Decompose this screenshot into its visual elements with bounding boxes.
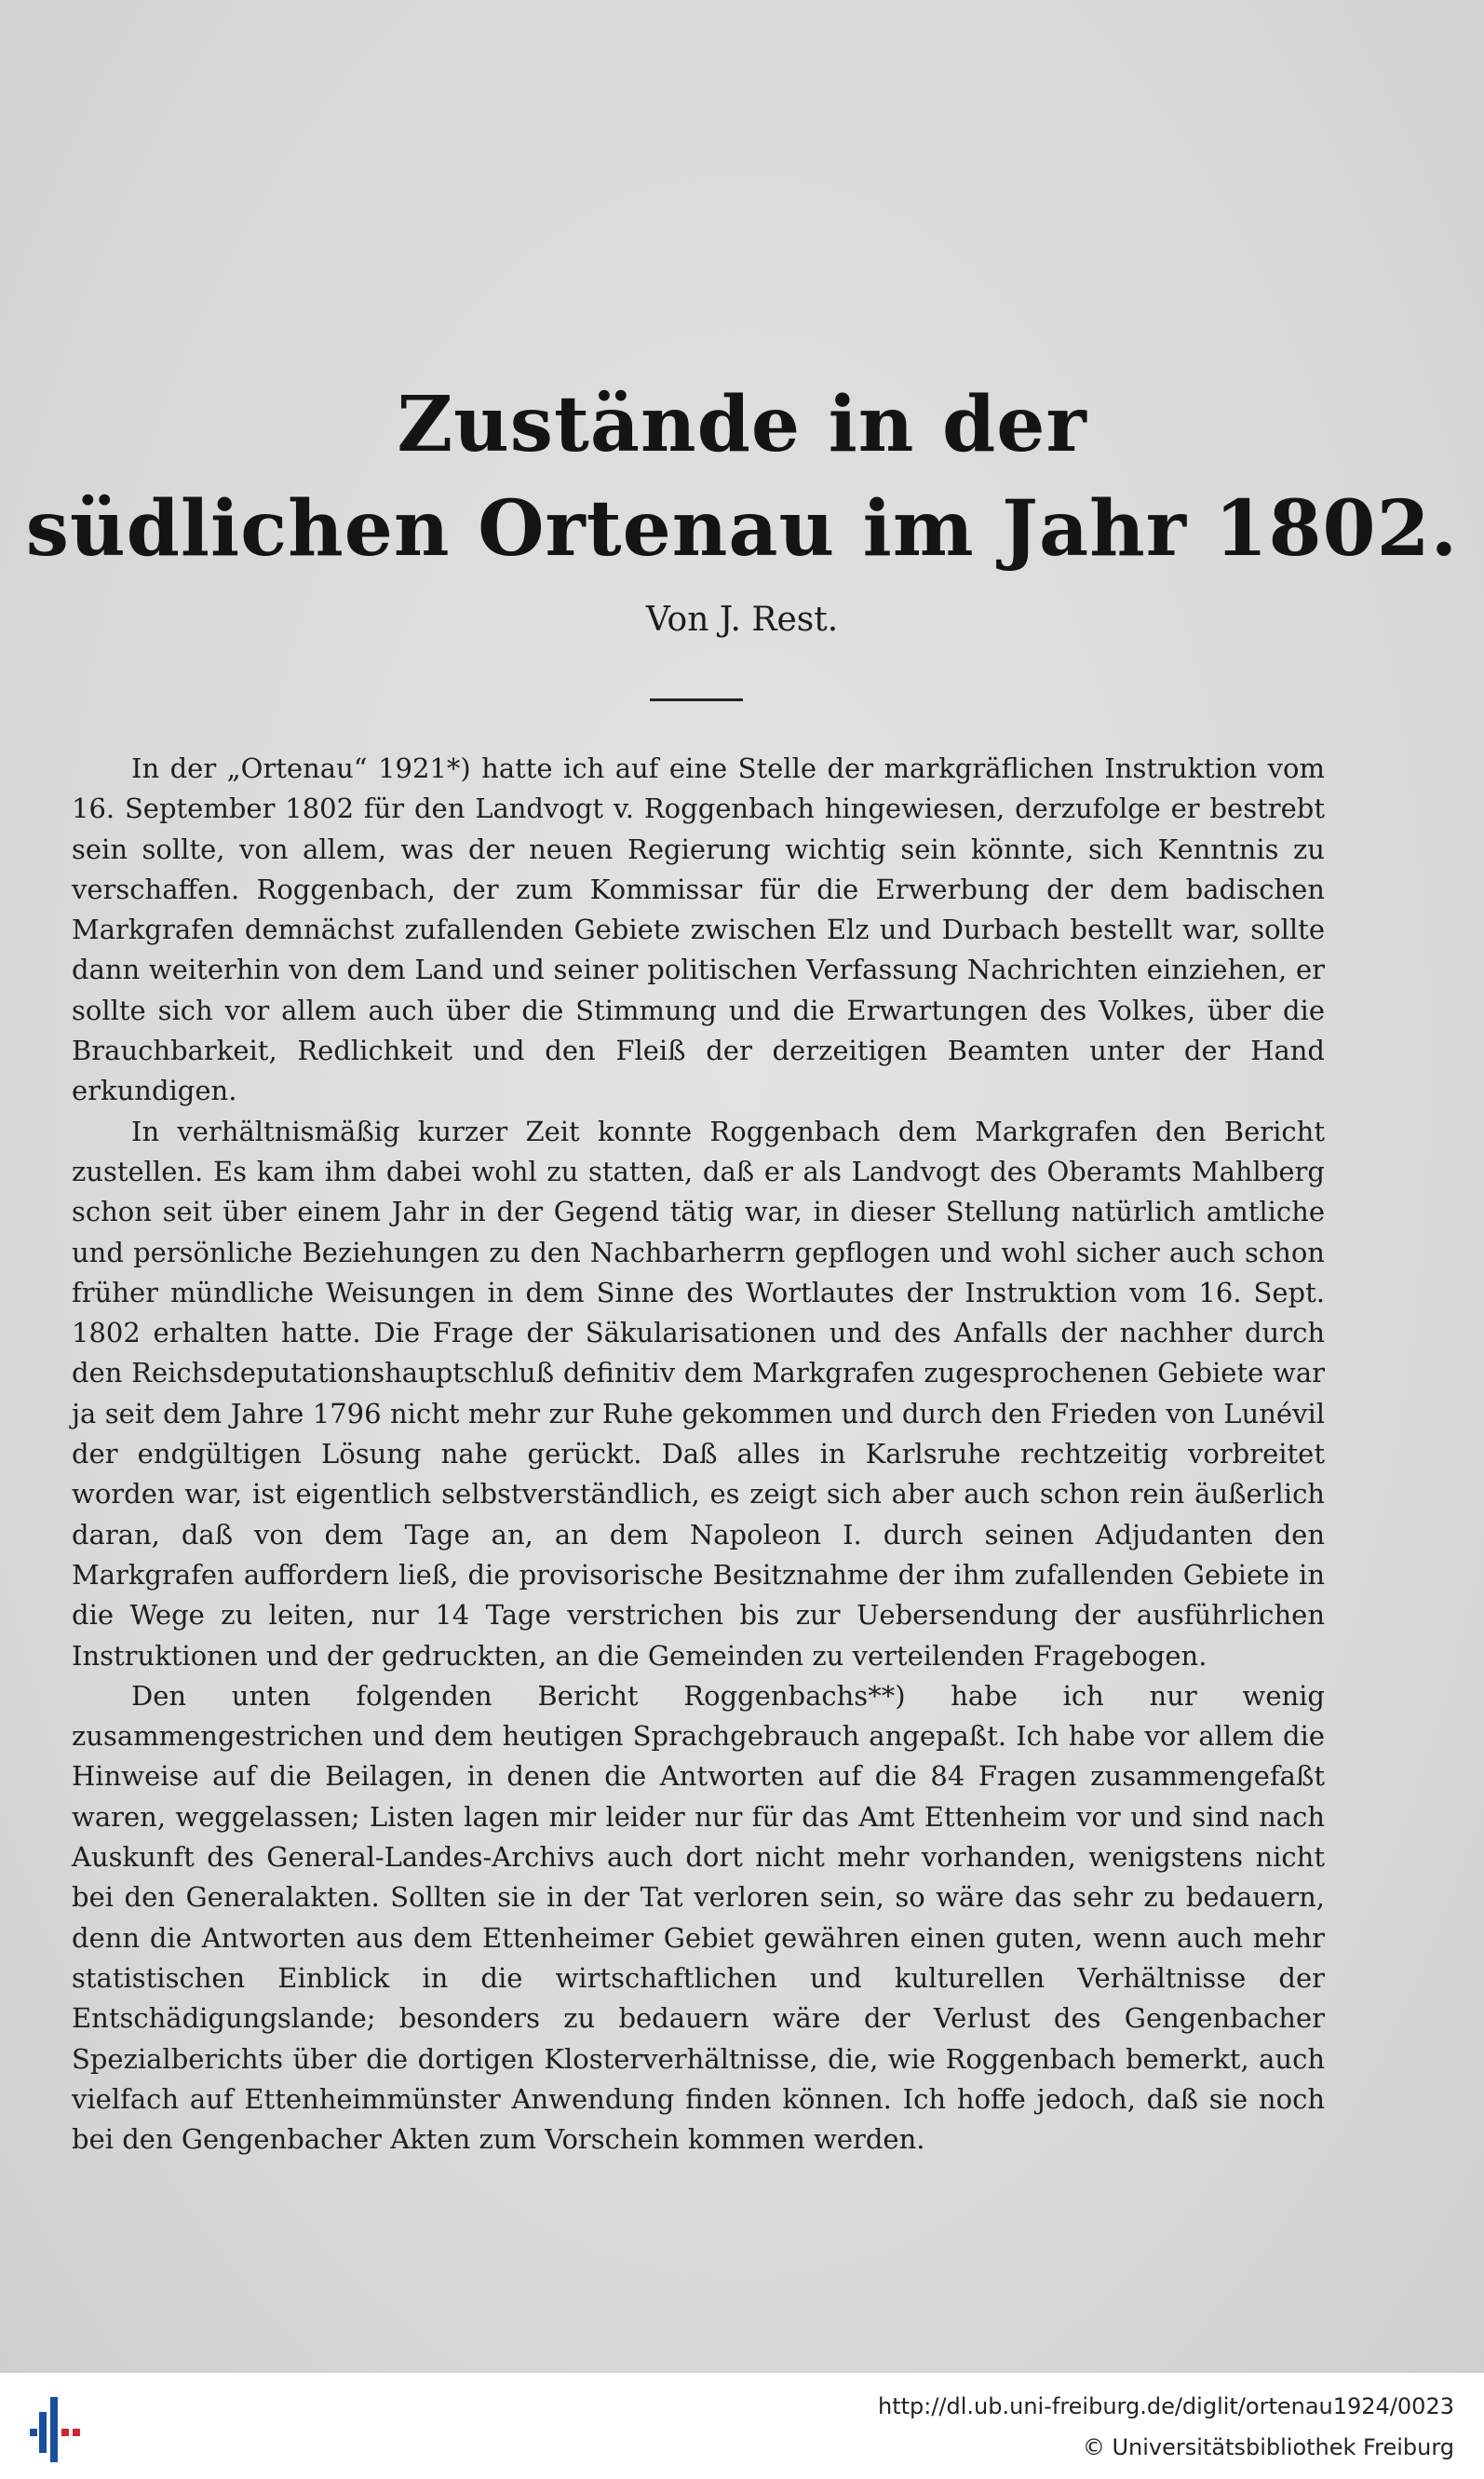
title-line-1: Zustände in der xyxy=(397,380,1087,469)
article-title xyxy=(0,373,1484,581)
ub-freiburg-logo-icon xyxy=(19,2391,93,2466)
title-divider xyxy=(650,698,743,701)
copyright-notice: © Universitätsbibliothek Freiburg xyxy=(1082,2434,1454,2460)
paragraph-1: In der „Ortenau“ 1921*) hatte ich auf eine Stelle der markgräflichen Instruktion vom 16. September 1802 für den Landvogt v. Roggenbach hingewiesen, derzufolge er bestrebt sein sollte, von allem, was der neuen Regierung wichtig sein könnte, sich Kenntnis zu verschaffen. Roggenbach, der zum Kommissar für die Erwerbung der dem badischen Markgrafen demnächst zufallenden Gebiete zwischen Elz und Durbach bestellt war, sollte dann weiterhin von dem Land und seiner politischen Verfassung Nachrichten einziehen, er sollte sich vor allem auch über die Stimmung und die Erwartungen des Volkes, über die Brauchbarkeit, Redlichkeit und den Fleiß der derzeitigen Beamten unter der Hand erkundigen. xyxy=(72,752,1325,1107)
author-line: Von J. Rest. xyxy=(645,601,839,639)
title-line-2: südlichen Ortenau im Jahr 1802. xyxy=(25,484,1459,574)
library-footer xyxy=(0,2373,1484,2479)
article-body xyxy=(72,749,1325,2160)
permalink-url[interactable]: http://dl.ub.uni-freiburg.de/diglit/ortenau1924/0023 xyxy=(877,2393,1454,2419)
paragraph-3: Den unten folgenden Bericht Roggenbachs**) habe ich nur wenig zusammengestrichen und dem heutigen Sprachgebrauch angepaßt. Ich habe vor allem die Hinweise auf die Beilagen, in denen die Antworten auf die 84 Fragen zusammengefaßt waren, weggelassen; Listen lagen mir leider nur für das Amt Ettenheim vor und sind nach Auskunft des General-Landes-Archivs auch dort nicht mehr vorhanden, wenigstens nicht bei den Generalakten. Sollten sie in der Tat verloren sein, so wäre das sehr zu bedauern, denn die Antworten aus dem Ettenheimer Gebiet gewähren einen guten, wenn auch mehr statistischen Einblick in die wirtschaftlichen und kulturellen Verhältnisse der Entschädigungslande; besonders zu bedauern wäre der Verlust des Gengenbacher Spezialberichts über die dortigen Klosterverhältnisse, die, wie Roggenbach bemerkt, auch vielfach auf Ettenheimmünster Anwendung finden können. Ich hoffe jedoch, daß sie noch bei den Gengenbacher Akten zum Vorschein kommen werden. xyxy=(72,1679,1325,2156)
paragraph-2: In verhältnismäßig kurzer Zeit konnte Roggenbach dem Markgrafen den Bericht zustellen. Es kam ihm dabei wohl zu statten, daß er als Landvogt des Oberamts Mahlberg schon seit über einem Jahr in der Gegend tätig war, in dieser Stellung natürlich amtliche und persönliche Beziehungen zu den Nachbarherrn gepflogen und wohl sicher auch schon früher mündliche Weisungen in dem Sinne des Wortlautes der Instruktion vom 16. Sept. 1802 erhalten hatte. Die Frage der Säkularisationen und des Anfalls der nachher durch den Reichsdeputationshauptschluß definitiv dem Markgrafen zugesprochenen Gebiete war ja seit dem Jahre 1796 nicht mehr zur Ruhe gekommen und durch den Frieden von Lunévil der endgültigen Lösung nahe gerückt. Daß alles in Karlsruhe rechtzeitig vorbreitet worden war, ist eigentlich selbstverständlich, es zeigt sich aber auch schon rein äußerlich daran, daß von dem Tage an, an dem Napoleon I. durch seinen Adjudanten den Markgrafen auffordern ließ, die provisorische Besitznahme der ihm zufallenden Gebiete in die Wege zu leiten, nur 14 Tage verstrichen bis zur Uebersendung der ausführlichen Instruktionen und der gedruckten, an die Gemeinden zu verteilenden Fragebogen. xyxy=(72,1115,1325,1672)
